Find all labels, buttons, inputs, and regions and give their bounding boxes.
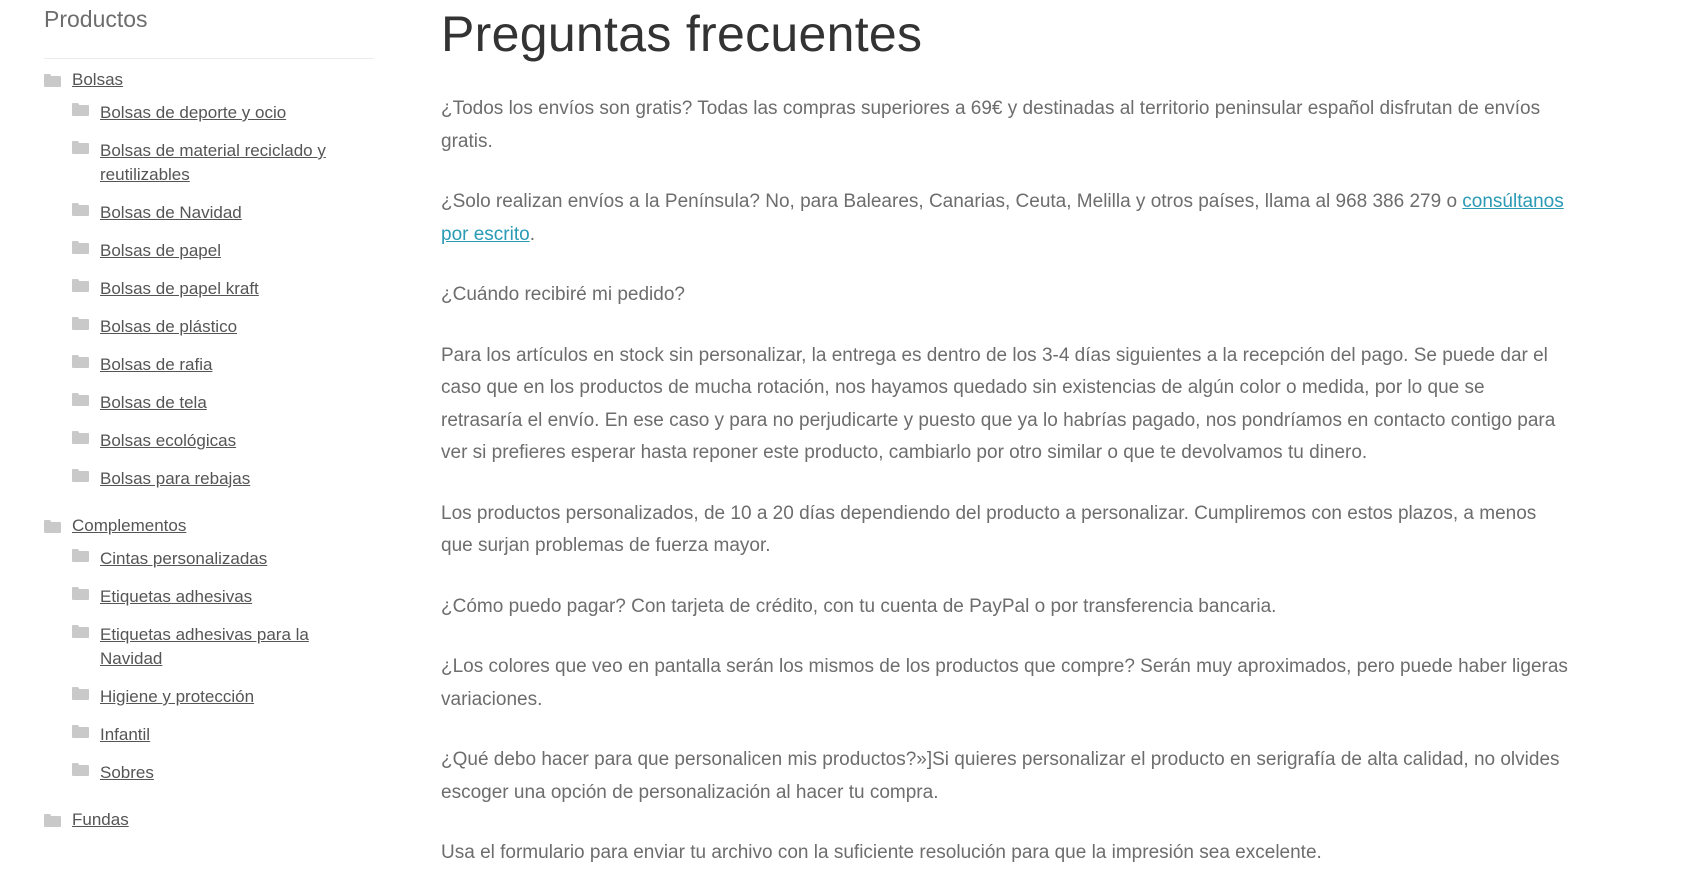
folder-icon: [44, 74, 61, 87]
subcategory-link[interactable]: Bolsas para rebajas: [100, 469, 251, 488]
folder-icon: [72, 355, 89, 368]
folder-icon: [72, 317, 89, 330]
subcategory-link[interactable]: Higiene y protección: [100, 687, 255, 706]
faq-content: [441, 93, 1571, 870]
folder-icon: [72, 141, 89, 154]
subcategory-link[interactable]: Bolsas de tela: [100, 393, 207, 412]
faq-paragraph: Usa el formulario para enviar tu archivo con la suficiente resolución para que la impresión sea excelente.: [441, 842, 1322, 863]
category-link-complementos[interactable]: Complementos: [72, 516, 187, 535]
subcategory-list: [44, 101, 374, 491]
faq-paragraph: ¿Qué debo hacer para que personalicen mis productos?»]Si quieres personalizar el producto en serigrafía de alta calidad, no olvides escoger una opción de personalización al hacer tu compra.: [441, 749, 1560, 803]
subcategory-list: [44, 547, 374, 785]
subcategory-item: [72, 723, 374, 747]
product-sidebar: [44, 0, 374, 841]
category-link-bolsas[interactable]: Bolsas: [72, 70, 124, 89]
subcategory-item: [72, 353, 374, 377]
folder-icon: [72, 549, 89, 562]
subcategory-link[interactable]: Etiquetas adhesivas para la Navidad: [100, 625, 309, 668]
faq-paragraph: Para los artículos en stock sin personalizar, la entrega es dentro de los 3-4 días siguientes a la recepción del pago. Se puede dar el caso que en los productos de mucha rotación, nos hayamos quedado sin existencias de algún color o medida, por lo que se retrasaría el envío. En ese caso y para no perjudicarte y puesto que ya lo habrías pagado, nos pondríamos en contacto contigo para ver si prefieres esperar hasta reponer este producto, cambiarlo por otro similar o que te devolvamos tu dinero.: [441, 344, 1556, 463]
subcategory-item: [72, 315, 374, 339]
subcategory-item: [72, 239, 374, 263]
sidebar-title: Productos: [44, 6, 374, 59]
subcategory-item: [72, 547, 374, 571]
folder-icon: [72, 469, 89, 482]
folder-icon: [44, 814, 61, 827]
subcategory-link[interactable]: Cintas personalizadas: [100, 549, 268, 568]
folder-icon: [72, 587, 89, 600]
folder-icon: [72, 279, 89, 292]
category-complementos: [44, 505, 374, 785]
subcategory-link[interactable]: Bolsas de papel kraft: [100, 279, 259, 298]
subcategory-item: [72, 623, 374, 671]
faq-paragraph: ¿Cómo puedo pagar? Con tarjeta de crédito, con tu cuenta de PayPal o por transferencia bancaria.: [441, 595, 1277, 617]
page-title: Preguntas frecuentes: [441, 6, 923, 62]
subcategory-item: [72, 139, 374, 187]
category-row: [44, 505, 374, 547]
subcategory-item: [72, 467, 374, 491]
folder-icon: [72, 625, 89, 638]
faq-paragraph-shipping: [441, 186, 1571, 251]
faq-text: ¿Solo realizan envíos a la Península? No, para Baleares, Canarias, Ceuta, Melilla y otros países, llama al 968 386 279 o: [441, 191, 1463, 212]
category-fundas: [44, 799, 374, 841]
subcategory-item: [72, 201, 374, 225]
faq-paragraph: Los productos personalizados, de 10 a 20 días dependiendo del producto a personalizar. Cumpliremos con estos plazos, a menos que surjan problemas de fuerza mayor.: [441, 502, 1537, 556]
folder-icon: [72, 203, 89, 216]
main-content: [441, 0, 1571, 893]
category-row: [44, 59, 374, 101]
subcategory-link[interactable]: Bolsas de material reciclado y reutilizables: [100, 141, 326, 184]
subcategory-item: [72, 391, 374, 415]
folder-icon: [72, 687, 89, 700]
subcategory-item: [72, 429, 374, 453]
folder-icon: [72, 763, 89, 776]
subcategory-item: [72, 761, 374, 785]
folder-icon: [72, 431, 89, 444]
subcategory-link[interactable]: Bolsas de deporte y ocio: [100, 103, 287, 122]
subcategory-item: [72, 585, 374, 609]
subcategory-link[interactable]: Bolsas de plástico: [100, 317, 238, 336]
subcategory-link[interactable]: Bolsas ecológicas: [100, 431, 237, 450]
faq-paragraph: ¿Todos los envíos son gratis? Todas las compras superiores a 69€ y destinadas al territorio peninsular español disfrutan de envíos gratis.: [441, 98, 1541, 152]
faq-paragraph: ¿Cuándo recibiré mi pedido?: [441, 284, 685, 305]
subcategory-link[interactable]: Sobres: [100, 763, 154, 782]
folder-icon: [72, 725, 89, 738]
subcategory-item: [72, 685, 374, 709]
faq-text: .: [529, 223, 535, 245]
category-row: [44, 799, 374, 841]
folder-icon: [44, 520, 61, 533]
contact-link[interactable]: consúltanos por escrito: [441, 191, 1564, 245]
subcategory-link[interactable]: Bolsas de Navidad: [100, 203, 242, 222]
subcategory-item: [72, 277, 374, 301]
category-list: [44, 59, 374, 841]
category-link-fundas[interactable]: Fundas: [72, 810, 129, 829]
subcategory-link[interactable]: Etiquetas adhesivas: [100, 587, 253, 606]
folder-icon: [72, 103, 89, 116]
subcategory-link[interactable]: Bolsas de papel: [100, 241, 221, 260]
subcategory-link[interactable]: Infantil: [100, 725, 151, 744]
folder-icon: [72, 241, 89, 254]
category-bolsas: [44, 59, 374, 491]
subcategory-link[interactable]: Bolsas de rafia: [100, 355, 213, 374]
folder-icon: [72, 393, 89, 406]
subcategory-item: [72, 101, 374, 125]
faq-paragraph: ¿Los colores que veo en pantalla serán los mismos de los productos que compre? Serán muy aproximados, pero puede haber ligeras variaciones.: [441, 656, 1568, 710]
